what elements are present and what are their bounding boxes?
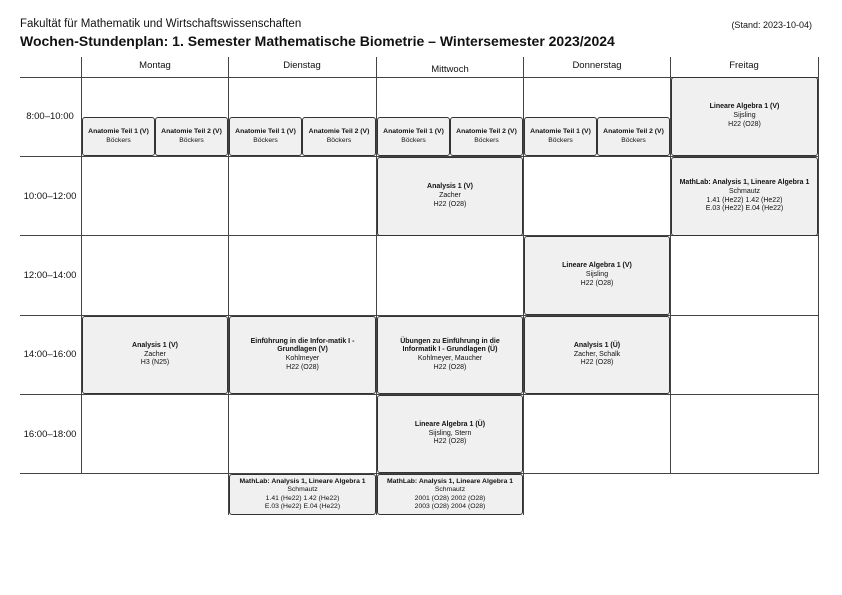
grid-line <box>818 57 819 473</box>
faculty-name: Fakultät für Mathematik und Wirtschaftswissenschaften <box>20 18 302 30</box>
session-lecturer: Böckers <box>401 136 426 144</box>
session-card[interactable] <box>377 316 523 394</box>
session-title: Anatomie Teil 2 (V) <box>308 128 370 136</box>
session-room: 2001 (O28) 2002 (O28) <box>414 494 486 502</box>
session-lecturer: Böckers <box>548 136 573 144</box>
day-header-monday: Montag <box>139 60 171 71</box>
session-card[interactable] <box>377 157 523 236</box>
session-title: Anatomie Teil 1 (V) <box>235 128 296 136</box>
session-card[interactable] <box>229 474 376 515</box>
session-lecturer: Kohlmeyer, Maucher <box>417 355 483 362</box>
session-card[interactable] <box>597 117 670 156</box>
session-lecturer: Böckers <box>474 136 499 144</box>
session-card[interactable] <box>524 316 670 394</box>
session-card[interactable] <box>229 316 376 394</box>
session-title: Lineare Algebra 1 (Ü) <box>414 420 486 428</box>
session-lecturer: Zacher <box>144 350 166 358</box>
session-title: Analysis 1 (V) <box>132 341 178 349</box>
stand-date: (Stand: 2023-10-04) <box>731 20 812 30</box>
page-title: Wochen-Stundenplan: 1. Semester Mathematische Biometrie – Wintersemester 2023/2024 <box>20 33 615 49</box>
session-title: Lineare Algebra 1 (V) <box>562 262 632 270</box>
session-card[interactable] <box>671 157 818 236</box>
session-card[interactable] <box>377 117 450 156</box>
session-lecturer: Böckers <box>179 136 204 144</box>
session-title: MathLab: Analysis 1, Lineare Algebra 1 <box>239 477 366 485</box>
time-label: 8:00–10:00 <box>26 111 74 122</box>
session-title: Anatomie Teil 2 (V) <box>603 128 664 136</box>
session-lecturer: Schmautz <box>728 187 761 195</box>
session-card[interactable] <box>524 117 597 156</box>
session-title: Anatomie Teil 2 (V) <box>456 128 517 136</box>
session-room: H22 (O28) <box>728 120 761 128</box>
session-title: Einführung in die Infor-matik I - Grundlagen (V) <box>250 337 355 354</box>
session-room: H22 (O28) <box>580 279 614 287</box>
time-label: 14:00–16:00 <box>23 349 77 360</box>
session-lecturer: Sijsling <box>585 271 609 279</box>
session-card[interactable] <box>229 117 302 156</box>
session-lecturer: Sijsling, Stern <box>428 429 472 437</box>
day-header-friday: Freitag <box>729 60 759 71</box>
session-title: Anatomie Teil 2 (V) <box>161 128 222 136</box>
session-lecturer: Schmautz <box>434 486 466 494</box>
session-card[interactable] <box>671 77 818 156</box>
session-room: H22 (O28) <box>433 438 467 446</box>
session-card[interactable] <box>155 117 228 156</box>
session-title: Analysis 1 (Ü) <box>573 341 621 349</box>
session-title: Lineare Algebra 1 (V) <box>709 103 780 111</box>
session-card[interactable] <box>450 117 523 156</box>
session-room: 2003 (O28) 2004 (O28) <box>414 502 486 510</box>
session-room: H22 (O28) <box>433 200 467 208</box>
session-lecturer: Böckers <box>621 136 646 144</box>
session-title: MathLab: Analysis 1, Lineare Algebra 1 <box>386 477 514 485</box>
session-room: H3 (N25) <box>140 359 170 367</box>
time-label: 16:00–18:00 <box>23 429 77 440</box>
session-room: E.03 (He22) E.04 (He22) <box>264 502 341 510</box>
session-room: H22 (O28) <box>580 359 614 367</box>
day-header-tuesday: Dienstag <box>283 60 321 71</box>
session-lecturer: Sijsling <box>733 112 756 120</box>
session-lecturer: Zacher, Schalk <box>573 350 621 358</box>
session-lecturer: Schmautz <box>287 486 318 494</box>
session-lecturer: Zacher <box>439 192 461 200</box>
session-room: H22 (O28) <box>286 363 319 371</box>
session-lecturer: Böckers <box>326 136 352 144</box>
session-title: Analysis 1 (V) <box>427 183 473 191</box>
session-card[interactable] <box>82 117 155 156</box>
session-title: MathLab: Analysis 1, Lineare Algebra 1 <box>679 179 810 186</box>
session-card[interactable] <box>377 395 523 473</box>
session-card[interactable] <box>82 316 228 394</box>
session-room: H22 (O28) <box>433 363 467 371</box>
time-label: 12:00–14:00 <box>23 270 77 281</box>
session-room: 1.41 (He22) 1.42 (He22) <box>706 196 783 204</box>
time-label: 10:00–12:00 <box>23 191 77 202</box>
session-title: Anatomie Teil 1 (V) <box>530 128 591 136</box>
session-room: E.03 (He22) E.04 (He22) <box>705 205 784 213</box>
session-card[interactable] <box>524 236 670 315</box>
session-lecturer: Kohlmeyer <box>285 355 320 362</box>
day-header-wednesday: Mittwoch <box>431 64 469 75</box>
session-card[interactable] <box>302 117 376 156</box>
session-card[interactable] <box>377 474 523 515</box>
session-title: Anatomie Teil 1 (V) <box>88 128 149 136</box>
session-lecturer: Böckers <box>253 136 278 144</box>
session-lecturer: Böckers <box>106 136 131 144</box>
session-title: Übungen zu Einführung in die Informatik I - Grundlagen (Ü) <box>400 337 500 354</box>
session-title: Anatomie Teil 1 (V) <box>383 128 444 136</box>
day-header-thursday: Donnerstag <box>572 60 622 71</box>
session-room: 1.41 (He22) 1.42 (He22) <box>265 494 340 502</box>
